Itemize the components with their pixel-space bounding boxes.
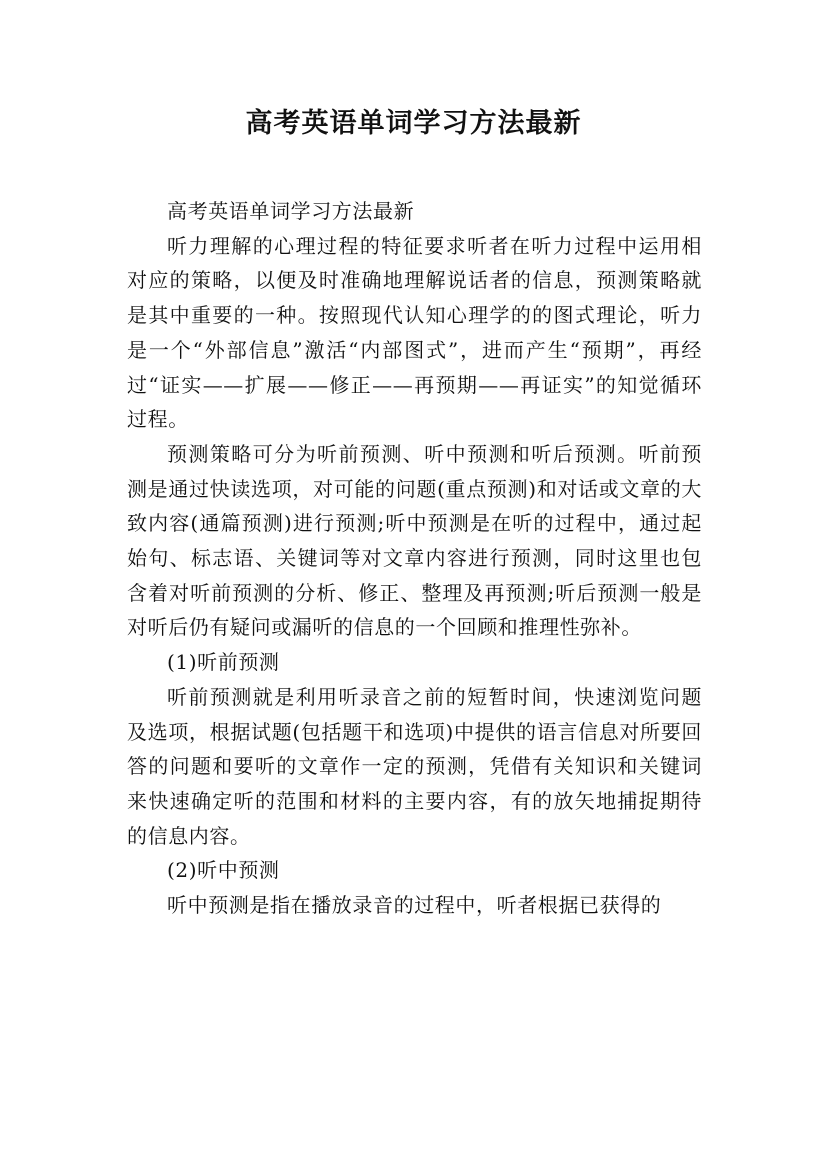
section-heading-while-listening: (2)听中预测 (167, 858, 280, 883)
paragraph-intro: 听力理解的心理过程的特征要求听者在听力过程中运用相对应的策略，以便及时准确地理解说话者的信息，预测策略就是其中重要的一种。按照现代认知心理学的的图式理论，听力是一个“外部信息”激活“内部图式”，进而产生“预期”，再经过“证实——扩展——修正——再预期——再证实”的知觉循环过程。 (127, 233, 702, 432)
paragraph-strategies: 预测策略可分为听前预测、听中预测和听后预测。听前预测是通过快读选项，对可能的问题(重点预测)和对话或文章的大致内容(通篇预测)进行预测;听中预测是在听的过程中，通过起始句、标志语、关键词等对文章内容进行预测，同时这里也包含着对听前预测的分析、修正、整理及再预测;听后预测一般是对听后仍有疑问或漏听的信息的一个回顾和推理性弥补。 (127, 441, 702, 640)
document-body (127, 194, 702, 923)
paragraph-pre-listening: 听前预测就是利用听录音之前的短暂时间，快速浏览问题及选项，根据试题(包括题干和选项)中提供的语言信息对所要回答的问题和要听的文章作一定的预测，凭借有关知识和关键词来快速确定听的范围和材料的主要内容，有的放矢地捕捉期待的信息内容。 (127, 684, 702, 848)
paragraph-while-listening: 听中预测是指在播放录音的过程中，听者根据已获得的 (167, 893, 662, 918)
section-heading-pre-listening: (1)听前预测 (167, 650, 280, 675)
document-title: 高考英语单词学习方法最新 (245, 108, 582, 139)
paragraph-subtitle: 高考英语单词学习方法最新 (167, 199, 415, 223)
